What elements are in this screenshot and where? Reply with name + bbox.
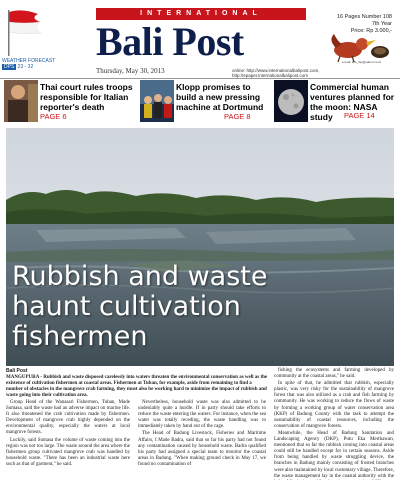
newspaper-logo: Bali Post — [96, 19, 244, 64]
teaser-moon[interactable] — [274, 80, 398, 124]
teaser-thumbnail — [140, 80, 174, 122]
teaser-page: PAGE 6 — [40, 112, 67, 121]
article-lead: MANGUPURA - Rubbish and waste disposed carelessly into waters threaten the environmental conservation as well as the existence of cultivation fishermen at coastal areas. Fishermen at Tuban, for example, aside from remaining to find a number of obstacles in the mangrove crab farming, they must also be working hard to minimize the impact of rubbish and waste going into their cultivation area. — [6, 375, 268, 399]
dateline — [96, 67, 396, 78]
article-column-1 — [6, 400, 130, 469]
paragraph: The Head of Badung Livestock, Fisheries and Maritime Affairs, I Made Badra, said that so far his party had not found any contamination caused by household waste. Badra qualified his party had assigned a special team to monitor the coastal areas in Badung. "When making ground check in May 17, we found no contamination of — [138, 431, 266, 467]
article-column-3 — [274, 368, 394, 480]
article-byline: Bali Post — [6, 368, 28, 374]
edition-price: Price: Rp 3.000,- — [350, 28, 392, 34]
edition-pages: 16 Pages Number 108 — [336, 14, 392, 20]
article-body — [6, 368, 394, 478]
masthead — [0, 0, 400, 78]
headline-line-3: fishermen — [12, 321, 148, 352]
paragraph: Meanwhile, the Head of Badung Sanitation and Landscaping Agency (DKP), Putu Eka Merthawan, mentioned that so far the rubbish coming into coastal areas could still be handled except for in certain seasons. Aside from being handled by waste struggling device, the branches in Badung mainly consisting of frosted branches were also maintained by local customary village. Therefore, the waste management lay in the coastal authority with the — [274, 430, 394, 479]
edition-year: 7th Year — [371, 21, 392, 27]
international-banner: INTERNATIONAL — [96, 8, 306, 20]
article-column-2 — [138, 400, 266, 469]
teaser-thumbnail — [4, 80, 38, 122]
mascot-caption: e-mail: info_ibp@yahoo.co.id — [342, 60, 381, 64]
teaser-headline: Commercial human ventures planned for the moon: NASA study — [310, 82, 395, 122]
mascot-illustration-icon — [326, 30, 396, 64]
weather-label: WEATHER FORECAST — [2, 58, 56, 64]
teaser-page: PAGE 14 — [344, 111, 375, 120]
teaser-strip — [0, 80, 400, 124]
story-headline — [12, 262, 312, 352]
weather-forecast — [2, 58, 55, 70]
teaser-headline: Klopp promises to build a new pressing machine at Dortmund — [176, 82, 264, 112]
teaser-thumbnail — [274, 80, 308, 122]
paragraph: In spite of that, he admitted that rubbish, especially plastic, was very risky for the sustainability of mangrove forest that was also utilized as a crab and fish farming by community. He was working to reduce the flows of waste by forming a working group of water conservation area (KKP) of Badung County with the task to attempt the sustainability of coastal resources, including the conservation of mangrove forests. — [274, 381, 394, 429]
teaser-klopp[interactable] — [140, 80, 272, 124]
teaser-thai-court[interactable] — [4, 80, 136, 124]
issue-date: Thursday, May 30, 2013 — [96, 67, 165, 75]
weather-city: DPS — [4, 64, 15, 70]
headline-line-2: haunt cultivation — [12, 291, 241, 322]
teaser-page: PAGE 8 — [224, 112, 251, 121]
headline-line-1: Rubbish and waste — [12, 261, 268, 292]
weather-temp: 23 - 32 — [17, 64, 34, 70]
paragraph: Group Head of the Wanasari Fishermen, Tuban, Made Sumasa, said the waste had an adverse impact on marine life. It also threatened the crab cultivation made by fishermen. Development of mangrove crab highly depended on the environmental quality, especially the waters at local mangrove forests. — [6, 400, 130, 436]
teaser-headline: Thai court rules troops responsible for Italian reporter's death — [40, 82, 133, 112]
indonesian-flag-icon — [4, 8, 44, 58]
paragraph: Luckily, said Sumasa the volume of waste coming into the region was not too large. The waste around the area where the fishermen group cultivated mangrove crab was handled by household waste. "There has been an industrial waste here such as that of garment," he said. — [6, 437, 130, 467]
online-url[interactable]: online: http://www.internationalbalipost.com, http://epaper.internationalbalipost.com — [232, 68, 320, 78]
masthead-divider — [0, 78, 400, 79]
paragraph: fishing the ecosystems and farming developed by community at the coastal areas," he said. — [274, 368, 394, 380]
paragraph: Nevertheless, household waste was also admitted to be undeniably quite a hurdle. If in party should take efforts to reduce the waste entering the waters. For instance, when the sea water was totally receding, the waste handling was to immediately taken by hand out of the cage. — [138, 400, 267, 430]
